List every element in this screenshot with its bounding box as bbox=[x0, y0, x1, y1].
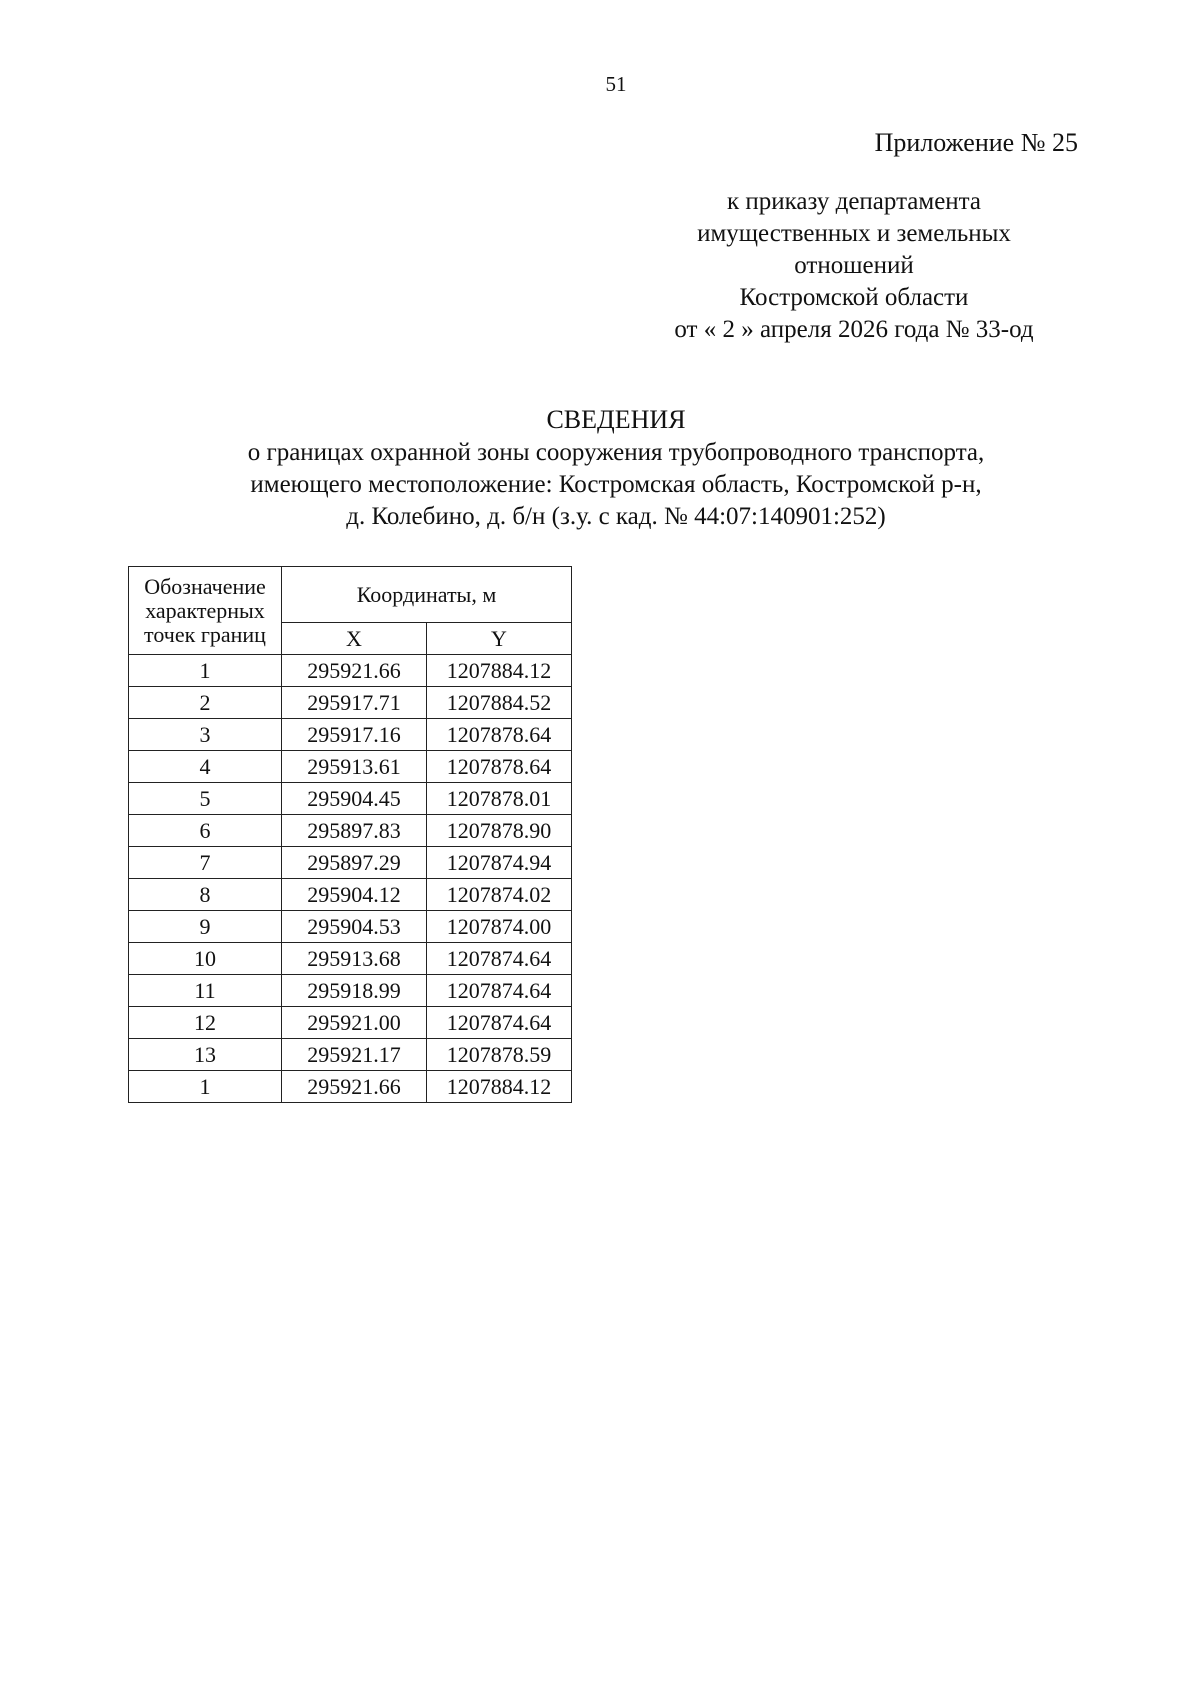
order-line: Костромской области bbox=[739, 284, 969, 311]
table-row bbox=[129, 815, 572, 847]
table-row bbox=[129, 943, 572, 975]
table-row bbox=[129, 751, 572, 783]
heading-line: имеющего местоположение: Костромская область, Костромской р-н, bbox=[250, 471, 982, 498]
order-reference bbox=[620, 186, 1088, 346]
point-cell: 1 bbox=[129, 1071, 282, 1103]
header-point-designation bbox=[129, 567, 282, 655]
x-cell: 295917.71 bbox=[282, 687, 427, 719]
x-cell: 295921.17 bbox=[282, 1039, 427, 1071]
order-line: к приказу департамента bbox=[726, 188, 982, 215]
heading-title: СВЕДЕНИЯ bbox=[546, 405, 686, 434]
point-cell: 10 bbox=[129, 943, 282, 975]
table-row bbox=[129, 911, 572, 943]
x-cell: 295897.29 bbox=[282, 847, 427, 879]
x-cell: 295897.83 bbox=[282, 815, 427, 847]
y-cell: 1207878.90 bbox=[427, 815, 572, 847]
x-cell: 295918.99 bbox=[282, 975, 427, 1007]
point-cell: 8 bbox=[129, 879, 282, 911]
appendix-title: Приложение № 25 bbox=[874, 128, 1078, 157]
table-row bbox=[129, 1007, 572, 1039]
heading-line: о границах охранной зоны сооружения трубопроводного транспорта, bbox=[247, 439, 985, 466]
point-cell: 6 bbox=[129, 815, 282, 847]
point-cell: 1 bbox=[129, 655, 282, 687]
table-row bbox=[129, 975, 572, 1007]
point-cell: 7 bbox=[129, 847, 282, 879]
document-heading bbox=[0, 404, 1200, 533]
header-coordinates: Координаты, м bbox=[282, 567, 572, 623]
y-cell: 1207884.12 bbox=[427, 655, 572, 687]
y-cell: 1207874.02 bbox=[427, 879, 572, 911]
table-row bbox=[129, 655, 572, 687]
header-point-line: Обозначение bbox=[144, 573, 266, 599]
x-cell: 295913.61 bbox=[282, 751, 427, 783]
y-cell: 1207874.64 bbox=[427, 975, 572, 1007]
point-cell: 11 bbox=[129, 975, 282, 1007]
y-cell: 1207884.12 bbox=[427, 1071, 572, 1103]
coordinates-table bbox=[128, 566, 572, 1103]
header-point-line: точек границ bbox=[144, 621, 266, 647]
x-cell: 295921.00 bbox=[282, 1007, 427, 1039]
order-line: от « 2 » апреля 2026 года № 33-од bbox=[674, 316, 1034, 343]
y-cell: 1207874.64 bbox=[427, 1007, 572, 1039]
table-row bbox=[129, 879, 572, 911]
table-row bbox=[129, 783, 572, 815]
table-row bbox=[129, 1039, 572, 1071]
y-cell: 1207878.59 bbox=[427, 1039, 572, 1071]
x-cell: 295917.16 bbox=[282, 719, 427, 751]
y-cell: 1207874.94 bbox=[427, 847, 572, 879]
y-cell: 1207874.64 bbox=[427, 943, 572, 975]
table-row bbox=[129, 687, 572, 719]
point-cell: 5 bbox=[129, 783, 282, 815]
y-cell: 1207874.00 bbox=[427, 911, 572, 943]
heading-line: д. Колебино, д. б/н (з.у. с кад. № 44:07:140901:252) bbox=[346, 503, 886, 530]
table-row bbox=[129, 719, 572, 751]
header-point-line: характерных bbox=[145, 597, 265, 623]
x-cell: 295913.68 bbox=[282, 943, 427, 975]
y-cell: 1207884.52 bbox=[427, 687, 572, 719]
point-cell: 9 bbox=[129, 911, 282, 943]
point-cell: 13 bbox=[129, 1039, 282, 1071]
x-cell: 295921.66 bbox=[282, 655, 427, 687]
point-cell: 12 bbox=[129, 1007, 282, 1039]
point-cell: 4 bbox=[129, 751, 282, 783]
table-body bbox=[129, 655, 572, 1103]
x-cell: 295921.66 bbox=[282, 1071, 427, 1103]
x-cell: 295904.45 bbox=[282, 783, 427, 815]
y-cell: 1207878.01 bbox=[427, 783, 572, 815]
x-cell: 295904.53 bbox=[282, 911, 427, 943]
y-cell: 1207878.64 bbox=[427, 719, 572, 751]
table-row bbox=[129, 1071, 572, 1103]
order-line: отношений bbox=[794, 252, 914, 279]
table-row bbox=[129, 847, 572, 879]
header-x: X bbox=[282, 623, 427, 655]
y-cell: 1207878.64 bbox=[427, 751, 572, 783]
header-y: Y bbox=[427, 623, 572, 655]
point-cell: 3 bbox=[129, 719, 282, 751]
point-cell: 2 bbox=[129, 687, 282, 719]
page-number: 51 bbox=[605, 72, 627, 96]
order-line: имущественных и земельных bbox=[697, 220, 1011, 247]
x-cell: 295904.12 bbox=[282, 879, 427, 911]
